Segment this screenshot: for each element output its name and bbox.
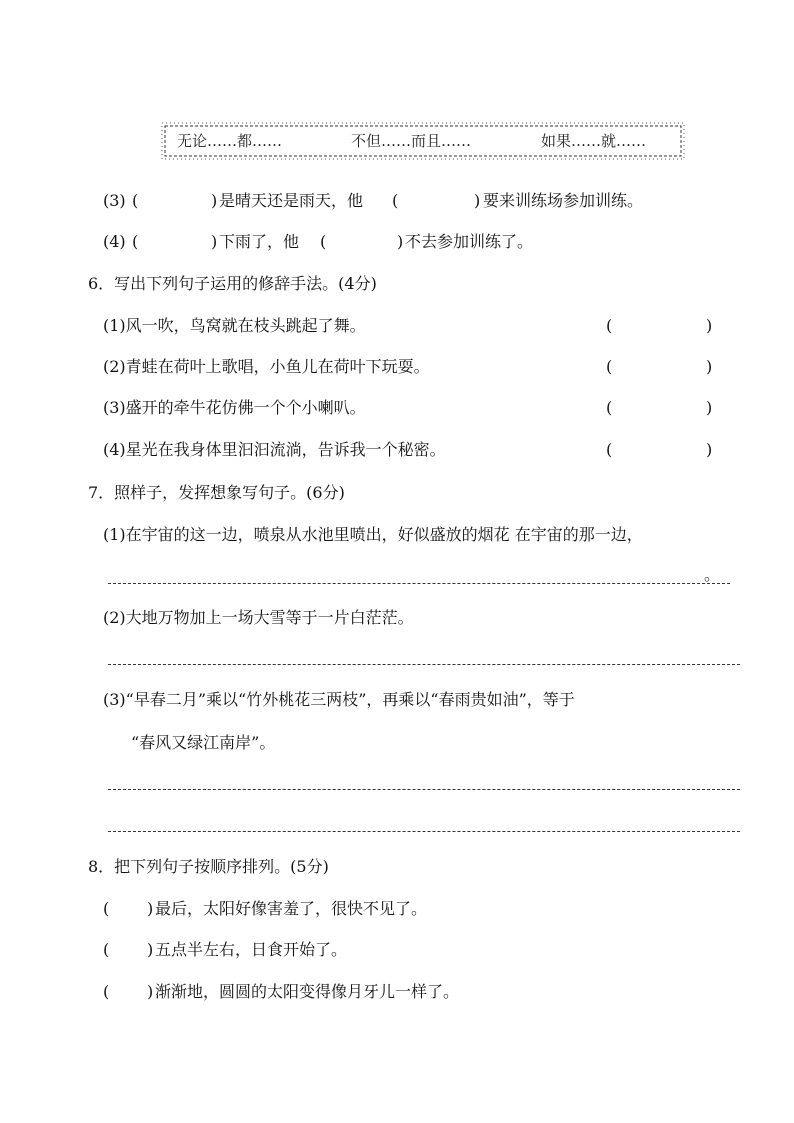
q5-item-3-open2: ( (392, 191, 399, 210)
q5-item-4-end: 不去参加训练了。 (405, 232, 534, 251)
answer-line[interactable] (108, 789, 740, 790)
order-blank-open: ( (103, 940, 110, 959)
question-8-title: 8．把下列句子按顺序排列。(5分) (88, 857, 329, 876)
answer-blank-open: ( (606, 357, 613, 376)
q5-item-3-open: ( (132, 191, 139, 210)
q7-item-1-period: 。 (704, 565, 721, 584)
order-blank-open: ( (103, 899, 110, 918)
q7-item-3-line-1: (3)“早春二月”乘以“竹外桃花三两枝”，再乘以“春雨贵如油”，等于 (103, 690, 575, 709)
order-blank-close: ) (147, 982, 154, 1001)
q5-item-4-close: ) (211, 232, 218, 251)
q5-item-4-close2: ) (397, 232, 404, 251)
q5-item-4-open: ( (132, 232, 139, 251)
q7-item-3-line-2: “春风又绿江南岸”。 (131, 733, 276, 752)
answer-blank-open: ( (606, 316, 613, 335)
q5-item-3-close: ) (211, 191, 218, 210)
q5-item-3-num: (3) (103, 191, 126, 210)
answer-blank-close: ) (706, 316, 713, 335)
q6-item-1-text: (1)风一吹，鸟窝就在枝头跳起了舞。 (103, 316, 366, 335)
order-blank-close: ) (147, 899, 154, 918)
q7-item-2: (2)大地万物加上一场大雪等于一片白茫茫。 (103, 608, 414, 627)
order-blank-close: ) (147, 940, 154, 959)
q5-item-3-mid: 是晴天还是雨天，他 (219, 191, 364, 210)
word-bank-box (161, 122, 685, 160)
question-6-title: 6．写出下列句子运用的修辞手法。(4分) (88, 274, 377, 293)
word-bank-item-2: 不但……而且…… (351, 132, 472, 150)
q8-item-2-text: 五点半左右，日食开始了。 (155, 940, 348, 959)
q5-item-3-close2: ) (474, 191, 481, 210)
q7-item-1: (1)在宇宙的这一边，喷泉从水池里喷出，好似盛放的烟花 在宇宙的那一边， (103, 525, 643, 544)
q6-item-4-text: (4)星光在我身体里汩汩流淌，告诉我一个秘密。 (103, 440, 446, 459)
q5-item-3-end: 要来训练场参加训练。 (483, 191, 644, 210)
word-bank-item-1: 无论……都…… (177, 132, 283, 150)
q8-item-1-text: 最后，太阳好像害羞了，很快不见了。 (155, 899, 428, 918)
q5-item-4-mid: 下雨了，他 (219, 232, 300, 251)
answer-line[interactable] (108, 583, 730, 584)
q8-item-3-text: 渐渐地，圆圆的太阳变得像月牙儿一样了。 (155, 982, 460, 1001)
q6-item-2-text: (2)青蛙在荷叶上歌唱，小鱼儿在荷叶下玩耍。 (103, 357, 430, 376)
answer-blank-close: ) (706, 357, 713, 376)
answer-blank-close: ) (706, 440, 713, 459)
q6-item-3-text: (3)盛开的牵牛花仿佛一个个小喇叭。 (103, 398, 366, 417)
answer-line[interactable] (108, 831, 740, 832)
order-blank-open: ( (103, 982, 110, 1001)
answer-blank-open: ( (606, 440, 613, 459)
q5-item-4-num: (4) (103, 232, 126, 251)
question-7-title: 7．照样子，发挥想象写句子。(6分) (88, 483, 345, 502)
answer-blank-open: ( (606, 398, 613, 417)
q5-item-4-open2: ( (320, 232, 327, 251)
answer-line[interactable] (108, 664, 740, 665)
answer-blank-close: ) (706, 398, 713, 417)
word-bank-item-3: 如果……就…… (541, 132, 647, 150)
